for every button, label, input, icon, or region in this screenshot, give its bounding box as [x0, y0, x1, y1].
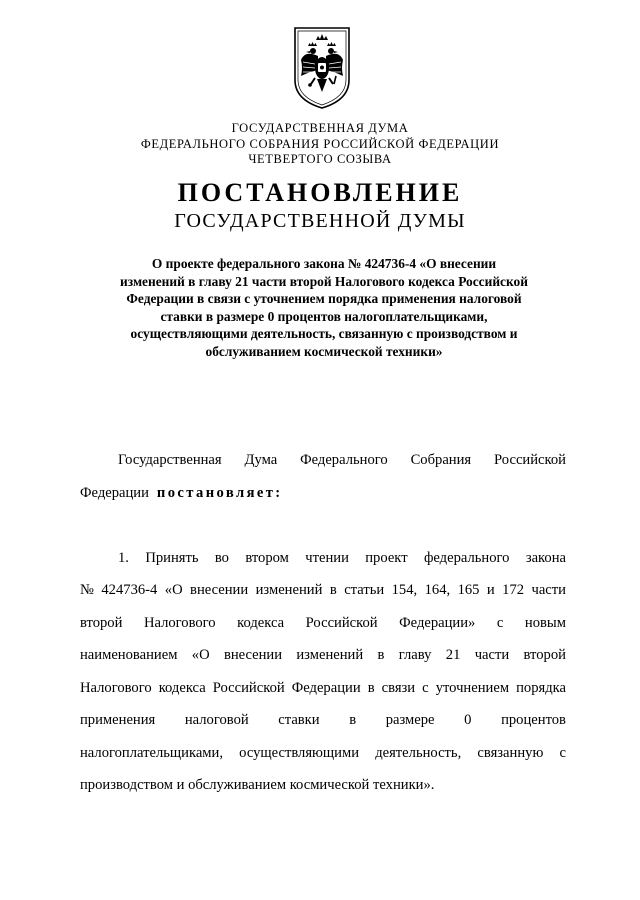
word: Российской [494, 452, 566, 468]
word: налоговой [184, 712, 249, 728]
word: «О [164, 582, 183, 598]
word: Российской [305, 614, 378, 631]
paragraph-2-last-line [80, 769, 566, 802]
word: 165 [457, 582, 480, 598]
word: Собрания [410, 452, 472, 468]
word: в [377, 647, 385, 663]
word: главу [398, 647, 432, 663]
word: применения [80, 712, 156, 728]
word: внесении [190, 582, 249, 598]
word: новым [524, 614, 566, 631]
word: с [496, 614, 504, 631]
word: кодекса [237, 614, 285, 631]
word: Федерации» [399, 614, 476, 631]
word: Налогового [143, 614, 216, 631]
emblem [291, 24, 353, 110]
word: размере [385, 712, 435, 728]
header-line-3: ЧЕТВЕРТОГО СОЗЫВА [248, 152, 392, 166]
word: и [486, 582, 495, 598]
word: изменений [255, 582, 323, 598]
word: наименованием [80, 647, 178, 663]
word: Государственная [118, 452, 222, 468]
word: 164, [424, 582, 451, 598]
paragraph-2-line [80, 542, 566, 575]
word: второй [523, 647, 566, 663]
word: порядка [516, 679, 566, 696]
paragraph-1-line-1 [80, 444, 566, 477]
word: кодекса [158, 679, 206, 696]
word: проект [365, 549, 408, 566]
word: части [474, 647, 510, 663]
word: деятельность, [375, 744, 462, 761]
paragraph-2-line [80, 704, 566, 737]
word: Федерального [300, 452, 388, 468]
word: в [329, 582, 337, 598]
document-body [80, 444, 566, 802]
word: 0 [464, 712, 472, 728]
word: связи [381, 679, 416, 696]
word: во [214, 549, 229, 566]
resolves-spaced-word: постановляет: [156, 484, 283, 501]
subject-line: О проекте федерального закона № 424736-4 «О внесении [151, 256, 497, 271]
subject-line: осуществляющими деятельность, связанную с производством и [130, 326, 518, 341]
word: 1. [118, 549, 129, 566]
word: уточнением [435, 679, 510, 696]
header-line-1: ГОСУДАРСТВЕННАЯ ДУМА [231, 121, 409, 135]
word: «О [191, 647, 210, 663]
paragraph-2-line [80, 607, 566, 640]
word: ставки [278, 712, 320, 728]
word: Федерации [291, 679, 361, 696]
subject-line: Федерации в связи с уточнением порядка применения налоговой [126, 291, 522, 306]
subject-line: ставки в размере 0 процентов налогоплательщиками, [160, 308, 488, 324]
word: втором [245, 549, 289, 566]
word: части [531, 582, 566, 598]
word: № [80, 582, 94, 598]
word: изменений [296, 647, 364, 663]
issuer-header [0, 121, 640, 168]
word: в [349, 712, 357, 728]
word: федерального [423, 549, 510, 566]
header-line-2: ФЕДЕРАЛЬНОГО СОБРАНИЯ РОССИЙСКОЙ ФЕДЕРАЦИИ [140, 136, 500, 151]
word: в [367, 679, 375, 696]
word: налогоплательщиками, [80, 744, 223, 761]
word: статьи [344, 582, 385, 598]
paragraph-1-line-2 [80, 477, 566, 510]
word: чтении [305, 549, 349, 566]
word: 172 [502, 582, 525, 598]
document-subtitle: ГОСУДАРСТВЕННОЙ ДУМЫ [174, 210, 466, 232]
word: Налогового [80, 679, 152, 696]
word: закона [525, 549, 566, 566]
word: 424736-4 [101, 582, 158, 598]
word: процентов [501, 712, 566, 728]
document-subject [86, 255, 562, 360]
word: внесении [223, 647, 283, 663]
word: второй [80, 614, 123, 631]
paragraph-2-line [80, 737, 566, 770]
word: 21 [445, 647, 461, 663]
word: с [559, 744, 566, 761]
paragraph-2-line [80, 639, 566, 672]
word: Российской [212, 679, 285, 696]
double-headed-eagle-emblem-icon [291, 24, 353, 110]
word: 154, [391, 582, 418, 598]
line-text: производством и обслуживанием космической техники». [80, 777, 435, 793]
word: Принять [145, 549, 199, 566]
subject-line: обслуживанием космической техники» [205, 343, 443, 359]
word: Федерации [80, 484, 149, 501]
word: связанную [477, 744, 544, 761]
word: с [422, 679, 429, 696]
paragraph-2-line [80, 574, 566, 607]
document-title: ПОСТАНОВЛЕНИЕ [177, 178, 463, 207]
subject-line: изменений в главу 21 части второй Налогового кодекса Российской [120, 273, 528, 289]
paragraph-2-line [80, 672, 566, 705]
word: осуществляющими [239, 744, 360, 761]
paragraph-2 [80, 542, 566, 770]
word: Дума [244, 452, 278, 468]
